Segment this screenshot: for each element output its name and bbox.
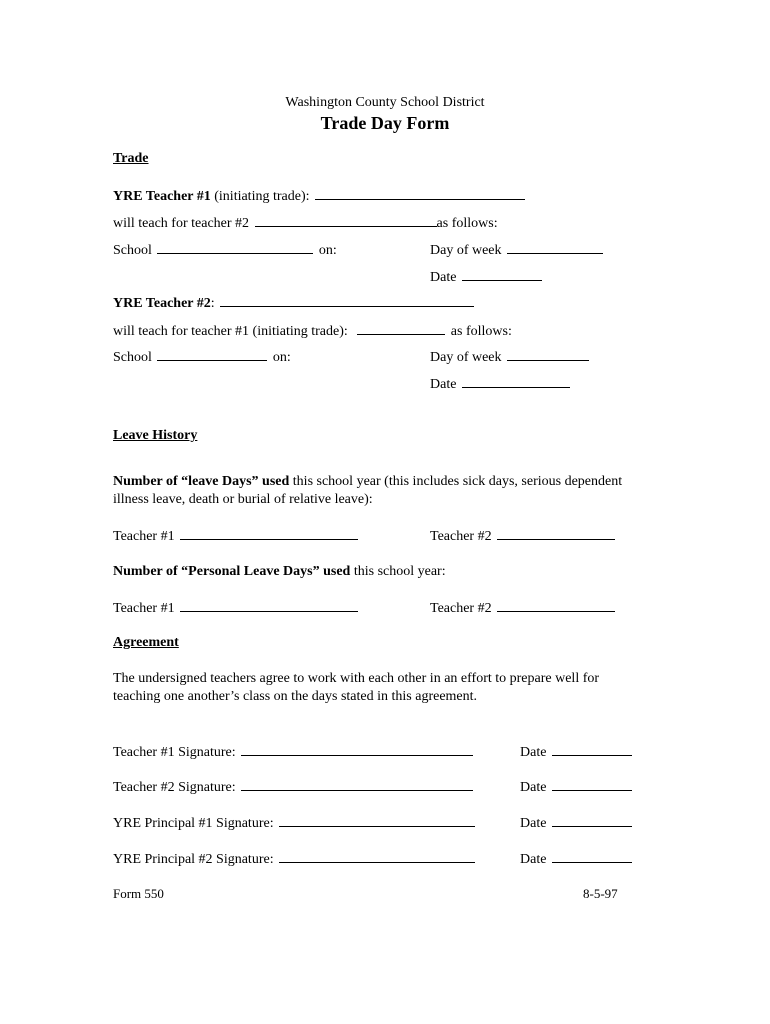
form-title: Trade Day Form xyxy=(320,113,450,133)
school-1-field[interactable] xyxy=(157,241,313,254)
as-follows-2: as follows: xyxy=(450,324,512,339)
day-of-week-1-label: Day of week xyxy=(430,243,502,258)
on-2-label: on: xyxy=(272,350,291,365)
form-number: Form 550 xyxy=(113,886,164,901)
teacher1-label: YRE Teacher #1 xyxy=(113,189,211,204)
personal-teacher1-line xyxy=(113,599,360,617)
personal-teacher1-label: Teacher #1 xyxy=(113,601,175,616)
day-of-week-2-field[interactable] xyxy=(507,348,589,361)
leave-teacher2-label: Teacher #2 xyxy=(430,529,492,544)
leave-days-question-bold: Number of “leave Days” used xyxy=(113,474,290,489)
revision-date: 8-5-97 xyxy=(583,886,618,901)
school-1-line xyxy=(113,241,337,259)
district-name: Washington County School District xyxy=(285,95,485,110)
day-of-week-1-field[interactable] xyxy=(507,241,603,254)
leave-teacher1-field[interactable] xyxy=(180,527,358,540)
leave-days-question-rest: this school year (this includes sick days, serious dependent illness leave, death or burial of relative leave): xyxy=(113,474,623,507)
sig4-date-label: Date xyxy=(520,852,547,867)
personal-teacher2-field[interactable] xyxy=(497,599,615,612)
school-2-label: School xyxy=(113,350,152,365)
principal2-signature-field[interactable] xyxy=(279,850,475,863)
teacher2-colon: : xyxy=(210,296,215,311)
trade-heading: Trade xyxy=(113,151,149,166)
principal2-signature-line xyxy=(113,850,477,868)
date-1-label: Date xyxy=(430,270,457,285)
personal-leave-question-rest: this school year: xyxy=(350,564,446,579)
personal-teacher1-field[interactable] xyxy=(180,599,358,612)
sig4-date-line xyxy=(520,850,634,868)
teacher1-line xyxy=(113,187,527,205)
teach-for-1-line xyxy=(113,322,512,340)
teacher2-field-inline[interactable] xyxy=(255,214,437,227)
date-2-field[interactable] xyxy=(462,375,570,388)
school-2-field[interactable] xyxy=(157,348,267,361)
personal-teacher2-line xyxy=(430,599,617,617)
day-of-week-1-line xyxy=(430,241,605,259)
teacher2-signature-field[interactable] xyxy=(241,778,473,791)
date-1-line xyxy=(430,268,544,286)
leave-days-question xyxy=(113,473,653,509)
agreement-heading: Agreement xyxy=(113,635,179,650)
teacher1-name-field[interactable] xyxy=(315,187,525,200)
sig4-date-field[interactable] xyxy=(552,850,632,863)
personal-teacher2-label: Teacher #2 xyxy=(430,601,492,616)
sig1-date-field[interactable] xyxy=(552,743,632,756)
leave-teacher2-field[interactable] xyxy=(497,527,615,540)
date-2-label: Date xyxy=(430,377,457,392)
school-1-label: School xyxy=(113,243,152,258)
date-1-field[interactable] xyxy=(462,268,542,281)
teacher2-name-field[interactable] xyxy=(220,294,474,307)
sig3-date-line xyxy=(520,814,634,832)
day-of-week-2-label: Day of week xyxy=(430,350,502,365)
teacher1-field-inline[interactable] xyxy=(357,322,445,335)
sig2-date-label: Date xyxy=(520,780,547,795)
leave-teacher1-label: Teacher #1 xyxy=(113,529,175,544)
sig2-date-field[interactable] xyxy=(552,778,632,791)
teacher1-note: (initiating trade): xyxy=(210,189,310,204)
date-2-line xyxy=(430,375,572,393)
teacher1-signature-label: Teacher #1 Signature: xyxy=(113,745,236,760)
teacher1-signature-line xyxy=(113,743,475,761)
teacher2-line xyxy=(113,294,476,312)
principal1-signature-label: YRE Principal #1 Signature: xyxy=(113,816,274,831)
as-follows-1: as follows: xyxy=(436,216,498,231)
personal-leave-question xyxy=(113,564,446,580)
sig3-date-label: Date xyxy=(520,816,547,831)
leave-teacher1-line xyxy=(113,527,360,545)
teacher2-label: YRE Teacher #2 xyxy=(113,296,211,311)
principal1-signature-line xyxy=(113,814,477,832)
sig1-date-label: Date xyxy=(520,745,547,760)
principal2-signature-label: YRE Principal #2 Signature: xyxy=(113,852,274,867)
teach-for-2-line xyxy=(113,214,498,232)
teacher2-signature-line xyxy=(113,778,475,796)
sig2-date-line xyxy=(520,778,634,796)
sig3-date-field[interactable] xyxy=(552,814,632,827)
day-of-week-2-line xyxy=(430,348,591,366)
leave-teacher2-line xyxy=(430,527,617,545)
on-1-label: on: xyxy=(318,243,337,258)
agreement-text: The undersigned teachers agree to work with each other in an effort to prepare well for teaching one another’s class on the days stated in this agreement. xyxy=(113,671,600,704)
teacher1-signature-field[interactable] xyxy=(241,743,473,756)
personal-leave-question-bold: Number of “Personal Leave Days” used xyxy=(113,564,351,579)
leave-history-heading: Leave History xyxy=(113,428,198,443)
school-2-line xyxy=(113,348,291,366)
sig1-date-line xyxy=(520,743,634,761)
teacher2-signature-label: Teacher #2 Signature: xyxy=(113,780,236,795)
teach-for-2-label: will teach for teacher #2 xyxy=(113,216,250,231)
principal1-signature-field[interactable] xyxy=(279,814,475,827)
teach-for-1-label: will teach for teacher #1 (initiating trade): xyxy=(113,324,348,339)
